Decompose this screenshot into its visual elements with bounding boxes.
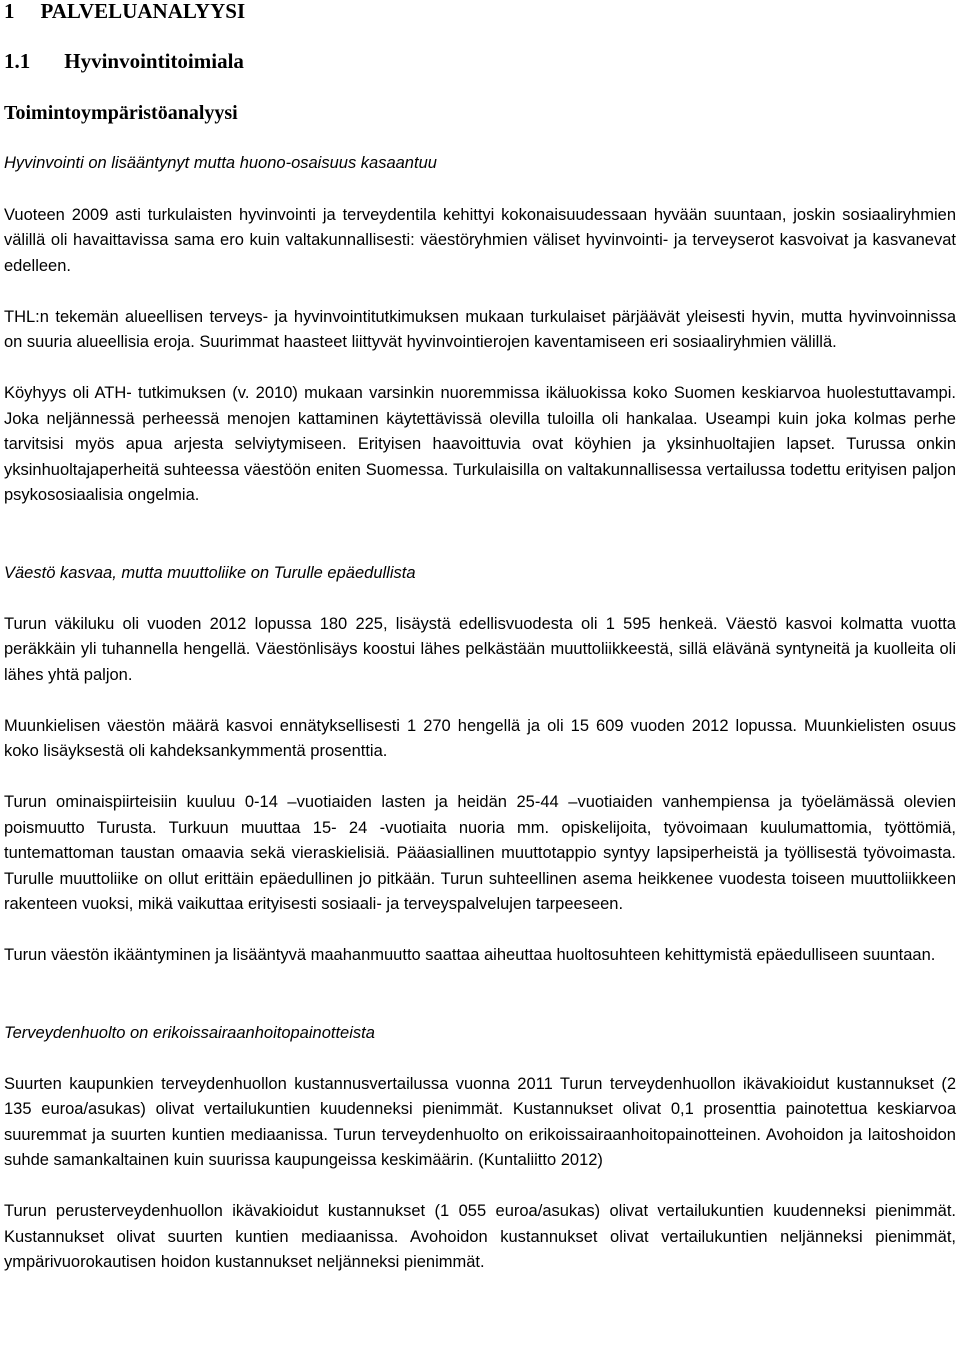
paragraph: Vuoteen 2009 asti turkulaisten hyvinvointi ja terveydentila kehittyi kokonaisuudessaan hyvään suuntaan, joskin sosiaaliryhmien välillä oli havaittavissa sama ero kuin valtakunnallisesti: väestöryhmien väliset hyvinvointi- ja terveyserot kasvoivat ja kasvanevat edelleen. — [4, 205, 956, 275]
subtopic-title: Väestö kasvaa, mutta muuttoliike on Turulle epäedullista — [4, 563, 416, 582]
paragraph: Turun ominaispiirteisiin kuuluu 0-14 –vuotiaiden lasten ja heidän 25-44 –vuotiaiden vanhempiensa ja työelämässä olevien poismuutto Turusta. Turkuun muuttaa 15- 24 -vuotiaita nuoria mm. opiskelijoita, työvoimaan kuulumattomia, työttömiä, tuntemattoman taustan omaavia sekä vieraskielisiä. Pääasiallinen muuttotappio syntyy lapsiperheistä ja työllisestä työvoimasta. Turulle muuttoliike on ollut erittäin epäedullinen jo pitkään. Turun suhteellinen asema heikkenee vuodesta toiseen muuttoliikkeen rakenteen vuoksi, mikä vaikuttaa erityisesti sosiaali- ja terveyspalvelujen tarpeeseen. — [4, 793, 956, 913]
chapter-heading — [4, 0, 956, 22]
subsection-heading: Toimintoympäristöanalyysi — [4, 102, 238, 124]
paragraph: THL:n tekemän alueellisen terveys- ja hyvinvointitutkimuksen mukaan turkulaiset pärjäävät yleisesti hyvin, mutta hyvinvoinnissa on suuria alueellisia eroja. Suurimmat haasteet liittyvät hyvinvointierojen kaventamiseen eri sosiaaliryhmien välillä. — [4, 307, 956, 351]
paragraph: Turun väestön ikääntyminen ja lisääntyvä maahanmuutto saattaa aiheuttaa huoltosuhteen kehittymistä epäedulliseen suuntaan. — [4, 946, 936, 964]
paragraph: Turun väkiluku oli vuoden 2012 lopussa 180 225, lisäystä edellisvuodesta oli 1 595 henkeä. Väestö kasvoi kolmatta vuotta peräkkäin yli tuhannella hengellä. Väestönlisäys koostui lähes pelkästään muuttoliikkeestä, sillä elävänä syntyneitä ja kuolleita oli lähes yhtä paljon. — [4, 614, 956, 684]
section-number: 1.1 — [4, 49, 31, 73]
paragraph: Turun perusterveydenhuollon ikävakioidut kustannukset (1 055 euroa/asukas) olivat vertailukuntien kuudenneksi pienimmät. Kustannukset olivat suurten kuntien mediaanissa. Avohoidon kustannukset olivat vertailukuntien neljänneksi pienimmät, ympärivuorokautisen hoidon kustannukset neljänneksi pienimmät. — [4, 1202, 956, 1271]
paragraph: Muunkielisen väestön määrä kasvoi ennätyksellisesti 1 270 hengellä ja oli 15 609 vuoden 2012 lopussa. Muunkielisten osuus koko lisäyksestä oli kahdeksankymmentä prosenttia. — [4, 716, 956, 760]
section-heading — [4, 49, 956, 73]
chapter-number: 1 — [4, 0, 15, 23]
paragraph: Köyhyys oli ATH- tutkimuksen (v. 2010) mukaan varsinkin nuoremmissa ikäluokissa koko Suomen keskiarvoa huolestuttavampi. Joka neljännessä perheessä menojen kattaminen käytettävissä olevilla tuloilla oli hankalaa. Useampi kuin joka kolmas perhe tarvitsisi myös apua arjesta selviytymiseen. Erityisen haavoittuvia ovat köyhien ja yksinhuoltajien lapset. Turussa onkin yksinhuoltajaperheitä suhteessa väestöön eniten Suomessa. Turkulaisilla on valtakunnallisessa vertailussa todettu erityisen paljon psykososiaalisia ongelmia. — [4, 384, 956, 504]
chapter-title: PALVELUANALYYSI — [40, 0, 246, 23]
section-title: Hyvinvointitoimiala — [64, 49, 244, 73]
subtopic-title: Terveydenhuolto on erikoissairaanhoitopainotteista — [4, 1023, 375, 1042]
subtopic-title: Hyvinvointi on lisääntynyt mutta huono-osaisuus kasaantuu — [4, 154, 437, 172]
paragraph: Suurten kaupunkien terveydenhuollon kustannusvertailussa vuonna 2011 Turun terveydenhuollon ikävakioidut kustannukset (2 135 euroa/asukas) olivat vertailukuntien kuudenneksi pienimmät. Kustannukset olivat 0,1 prosenttia painotettua keskiarvoa suuremmat ja suurten kuntien mediaanissa. Turun terveydenhuolto on erikoissairaanhoitopainotteinen. Avohoidon ja laitoshoidon suhde samankaltainen kuin suurissa kaupungeissa keskimäärin. (Kuntaliitto 2012) — [4, 1074, 956, 1169]
